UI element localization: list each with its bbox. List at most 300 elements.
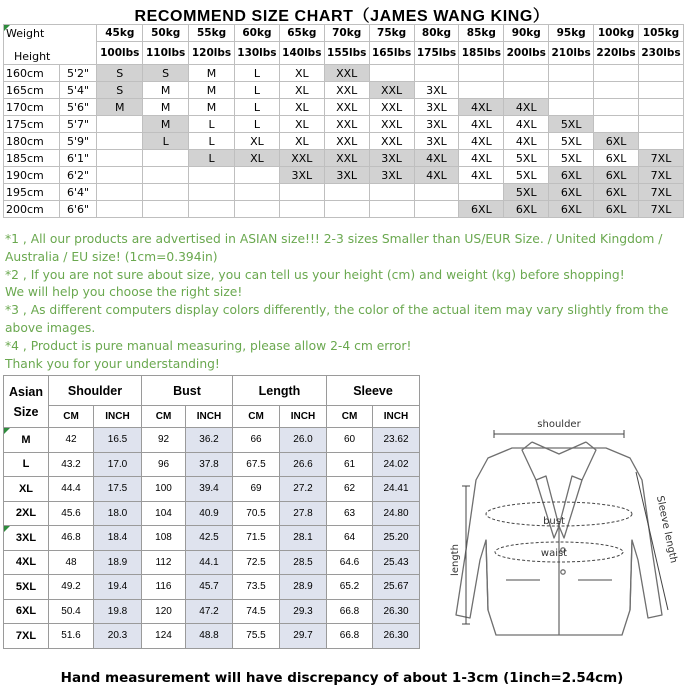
weight-lbs-header: 175lbs: [414, 42, 459, 65]
size-cell: [234, 201, 279, 218]
cm-value-cell: 72.5: [233, 550, 280, 575]
inch-value-cell: 37.8: [186, 452, 233, 477]
height-cm-cell: 180cm: [4, 133, 60, 150]
inch-value-cell: 36.2: [186, 428, 233, 453]
weight-kg-header: 45kg: [97, 25, 143, 42]
size-row: [4, 99, 684, 116]
size-cell: 3XL: [414, 99, 459, 116]
size-cell: [97, 133, 143, 150]
size-cell: 6XL: [549, 167, 594, 184]
inch-value-cell: 25.43: [373, 550, 420, 575]
size-cell: 4XL: [504, 133, 549, 150]
inch-value-cell: 27.8: [280, 501, 327, 526]
inch-value-cell: 25.67: [373, 575, 420, 600]
size-cell: [414, 184, 459, 201]
size-cell: [189, 167, 235, 184]
size-cell: 4XL: [459, 150, 504, 167]
inch-value-cell: 25.20: [373, 526, 420, 551]
size-cell: [594, 65, 639, 82]
height-cm-cell: 170cm: [4, 99, 60, 116]
cm-value-cell: 104: [142, 501, 186, 526]
height-cm-cell: 185cm: [4, 150, 60, 167]
size-notes: [5, 231, 681, 373]
weight-lbs-header: 200lbs: [504, 42, 549, 65]
cm-value-cell: 64: [327, 526, 373, 551]
inch-value-cell: 26.6: [280, 452, 327, 477]
cm-value-cell: 64.6: [327, 550, 373, 575]
size-cell: [638, 65, 683, 82]
cm-value-cell: 116: [142, 575, 186, 600]
height-cm-cell: 160cm: [4, 65, 60, 82]
size-cell: XL: [279, 65, 324, 82]
cm-value-cell: 100: [142, 477, 186, 502]
inch-value-cell: 48.8: [186, 624, 233, 649]
unit-header: INCH: [94, 406, 142, 428]
size-row: [4, 201, 684, 218]
size-cell: [504, 82, 549, 99]
size-cell: 5XL: [549, 150, 594, 167]
inch-value-cell: 26.30: [373, 599, 420, 624]
cm-value-cell: 50.4: [49, 599, 94, 624]
size-label: 4XL: [15, 556, 37, 569]
size-cell: 6XL: [594, 133, 639, 150]
size-cell: 4XL: [459, 99, 504, 116]
note-2: *2 , If you are not sure about size, you can tell us your height (cm) and weight (kg) before shopping!: [5, 267, 625, 282]
size-label-cell: [4, 477, 49, 502]
size-label-cell: [4, 452, 49, 477]
size-cell: 7XL: [638, 184, 683, 201]
size-cell: [549, 65, 594, 82]
cm-value-cell: 120: [142, 599, 186, 624]
inch-value-cell: 17.5: [94, 477, 142, 502]
inch-value-cell: 29.7: [280, 624, 327, 649]
size-row: [4, 133, 684, 150]
cm-value-cell: 66.8: [327, 599, 373, 624]
weight-lbs-header: 165lbs: [369, 42, 414, 65]
size-cell: M: [97, 99, 143, 116]
height-ft-cell: 6'6": [59, 201, 97, 218]
note-4: *4 , Product is pure manual measuring, please allow 2-4 cm error!: [5, 338, 412, 353]
size-cell: XXL: [324, 99, 369, 116]
size-cell: XXL: [324, 150, 369, 167]
cm-value-cell: 70.5: [233, 501, 280, 526]
size-row: [4, 150, 684, 167]
inch-value-cell: 19.4: [94, 575, 142, 600]
size-cell: XL: [279, 82, 324, 99]
weight-lbs-header: 155lbs: [324, 42, 369, 65]
note-2-continued: We will help you choose the right size!: [5, 285, 243, 300]
inch-value-cell: 18.0: [94, 501, 142, 526]
size-cell: M: [189, 99, 235, 116]
size-cell: XL: [279, 116, 324, 133]
height-ft-cell: 5'6": [59, 99, 97, 116]
inch-value-cell: 40.9: [186, 501, 233, 526]
inch-value-cell: 26.30: [373, 624, 420, 649]
size-label-cell: [4, 428, 49, 453]
size-cell: 3XL: [324, 167, 369, 184]
inch-value-cell: 20.3: [94, 624, 142, 649]
weight-lbs-header: 220lbs: [594, 42, 639, 65]
cm-value-cell: 112: [142, 550, 186, 575]
size-cell: [97, 116, 143, 133]
unit-header: INCH: [280, 406, 327, 428]
weight-kg-header: 80kg: [414, 25, 459, 42]
size-cell: S: [97, 65, 143, 82]
size-cell: [638, 82, 683, 99]
size-cell: [594, 99, 639, 116]
cm-value-cell: 43.2: [49, 452, 94, 477]
height-cm-cell: 165cm: [4, 82, 60, 99]
size-cell: [97, 150, 143, 167]
jacket-measurement-diagram: [436, 410, 682, 650]
size-cell: 4XL: [414, 167, 459, 184]
measurement-row: [4, 575, 420, 600]
size-cell: [279, 201, 324, 218]
size-cell: S: [143, 65, 189, 82]
size-cell: 4XL: [504, 99, 549, 116]
corner-marker-icon: [4, 428, 10, 434]
size-cell: [189, 201, 235, 218]
size-label: L: [22, 458, 30, 471]
size-cell: XXL: [369, 82, 414, 99]
weight-kg-header: 75kg: [369, 25, 414, 42]
measure-group-header: Sleeve: [327, 376, 420, 406]
weight-kg-header: 55kg: [189, 25, 235, 42]
weight-kg-header: 90kg: [504, 25, 549, 42]
waist-label: waist: [540, 548, 568, 559]
size-cell: [143, 201, 189, 218]
size-cell: 4XL: [504, 116, 549, 133]
height-ft-cell: 5'9": [59, 133, 97, 150]
inch-value-cell: 42.5: [186, 526, 233, 551]
cm-value-cell: 124: [142, 624, 186, 649]
unit-header: INCH: [373, 406, 420, 428]
size-cell: 3XL: [369, 150, 414, 167]
size-cell: [549, 82, 594, 99]
size-cell: [189, 184, 235, 201]
size-cell: 3XL: [414, 82, 459, 99]
size-cell: L: [143, 133, 189, 150]
size-cell: [638, 133, 683, 150]
weight-axis-label: Weight: [6, 27, 45, 40]
weight-kg-header: 50kg: [143, 25, 189, 42]
inch-value-cell: 18.4: [94, 526, 142, 551]
weight-kg-header: 95kg: [549, 25, 594, 42]
size-cell: [638, 99, 683, 116]
size-cell: XXL: [324, 133, 369, 150]
size-label-cell: [4, 575, 49, 600]
measurement-row: [4, 428, 420, 453]
weight-kg-header: 85kg: [459, 25, 504, 42]
measurement-row: [4, 599, 420, 624]
size-cell: XL: [279, 99, 324, 116]
height-ft-cell: 6'4": [59, 184, 97, 201]
shoulder-label: shoulder: [537, 419, 581, 430]
weight-lbs-header: 100lbs: [97, 42, 143, 65]
measurement-row: [4, 452, 420, 477]
cm-value-cell: 108: [142, 526, 186, 551]
cm-value-cell: 73.5: [233, 575, 280, 600]
bust-label: bust: [543, 516, 565, 527]
measure-group-header: Bust: [142, 376, 233, 406]
inch-value-cell: 27.2: [280, 477, 327, 502]
size-cell: XL: [234, 150, 279, 167]
unit-header: CM: [49, 406, 94, 428]
measurement-row: [4, 501, 420, 526]
weight-lbs-header: 120lbs: [189, 42, 235, 65]
size-cell: 7XL: [638, 150, 683, 167]
cm-value-cell: 45.6: [49, 501, 94, 526]
footer-note: Hand measurement will have discrepancy of about 1-3cm (1inch=2.54cm): [60, 670, 624, 686]
height-ft-cell: 5'2": [59, 65, 97, 82]
inch-value-cell: 28.1: [280, 526, 327, 551]
size-cell: 5XL: [504, 167, 549, 184]
size-cell: 3XL: [414, 116, 459, 133]
size-cell: 6XL: [549, 201, 594, 218]
cm-value-cell: 61: [327, 452, 373, 477]
size-row: [4, 167, 684, 184]
size-cell: M: [189, 65, 235, 82]
size-cell: M: [143, 99, 189, 116]
size-cell: M: [189, 82, 235, 99]
weight-kg-header: 60kg: [234, 25, 279, 42]
size-cell: L: [234, 116, 279, 133]
size-cell: XXL: [369, 99, 414, 116]
inch-value-cell: 45.7: [186, 575, 233, 600]
inch-value-cell: 29.3: [280, 599, 327, 624]
size-label-cell: [4, 624, 49, 649]
height-cm-cell: 190cm: [4, 167, 60, 184]
size-cell: 6XL: [504, 201, 549, 218]
cm-value-cell: 67.5: [233, 452, 280, 477]
size-recommendation-table: [3, 24, 684, 218]
size-cell: XXL: [324, 82, 369, 99]
size-cell: [97, 201, 143, 218]
size-label: 2XL: [15, 507, 37, 520]
cm-value-cell: 63: [327, 501, 373, 526]
size-cell: [324, 201, 369, 218]
weight-kg-header: 70kg: [324, 25, 369, 42]
size-label-cell: [4, 526, 49, 551]
size-label-cell: [4, 550, 49, 575]
cm-value-cell: 75.5: [233, 624, 280, 649]
size-cell: L: [234, 82, 279, 99]
size-label: 5XL: [15, 580, 37, 593]
inch-value-cell: 26.0: [280, 428, 327, 453]
inch-value-cell: 44.1: [186, 550, 233, 575]
unit-header: CM: [233, 406, 280, 428]
page-title: RECOMMEND SIZE CHART（JAMES WANG KING）: [134, 8, 550, 25]
size-label: XL: [18, 482, 34, 495]
note-5: Thank you for your understanding!: [5, 356, 220, 371]
size-cell: [594, 82, 639, 99]
size-cell: [459, 82, 504, 99]
unit-header: INCH: [186, 406, 233, 428]
size-cell: [459, 65, 504, 82]
size-label-cell: [4, 501, 49, 526]
size-cell: [638, 116, 683, 133]
size-cell: L: [234, 99, 279, 116]
size-cell: [369, 201, 414, 218]
weight-lbs-header: 140lbs: [279, 42, 324, 65]
inch-value-cell: 47.2: [186, 599, 233, 624]
height-cm-cell: 200cm: [4, 201, 60, 218]
sleeve-label: Sleeve length: [653, 494, 679, 565]
weight-kg-header: 65kg: [279, 25, 324, 42]
size-cell: 5XL: [504, 184, 549, 201]
size-cell: [504, 65, 549, 82]
inch-value-cell: 23.62: [373, 428, 420, 453]
size-cell: M: [143, 116, 189, 133]
height-ft-cell: 5'4": [59, 82, 97, 99]
height-ft-cell: 6'2": [59, 167, 97, 184]
size-cell: 6XL: [594, 167, 639, 184]
measurement-table: [3, 375, 420, 649]
cm-value-cell: 62: [327, 477, 373, 502]
unit-header: CM: [327, 406, 373, 428]
size-cell: [279, 184, 324, 201]
size-cell: 6XL: [594, 184, 639, 201]
size-cell: XL: [279, 133, 324, 150]
weight-height-corner: [4, 25, 97, 65]
measure-group-header: Length: [233, 376, 327, 406]
weight-lbs-header: 230lbs: [638, 42, 683, 65]
cm-value-cell: 71.5: [233, 526, 280, 551]
size-cell: L: [189, 116, 235, 133]
size-cell: 5XL: [549, 133, 594, 150]
weight-lbs-header: 210lbs: [549, 42, 594, 65]
cm-value-cell: 60: [327, 428, 373, 453]
inch-value-cell: 28.5: [280, 550, 327, 575]
size-cell: S: [97, 82, 143, 99]
size-cell: [143, 167, 189, 184]
weight-lbs-header: 130lbs: [234, 42, 279, 65]
size-cell: 5XL: [549, 116, 594, 133]
corner-marker-icon: [4, 526, 10, 532]
size-cell: 6XL: [594, 201, 639, 218]
size-cell: 5XL: [504, 150, 549, 167]
inch-value-cell: 24.80: [373, 501, 420, 526]
height-cm-cell: 195cm: [4, 184, 60, 201]
cm-value-cell: 65.2: [327, 575, 373, 600]
inch-value-cell: 28.9: [280, 575, 327, 600]
cm-value-cell: 49.2: [49, 575, 94, 600]
cm-value-cell: 66.8: [327, 624, 373, 649]
cm-value-cell: 74.5: [233, 599, 280, 624]
size-cell: 6XL: [459, 201, 504, 218]
inch-value-cell: 16.5: [94, 428, 142, 453]
measurement-row: [4, 526, 420, 551]
size-row: [4, 65, 684, 82]
size-cell: L: [189, 133, 235, 150]
size-cell: M: [143, 82, 189, 99]
size-cell: [97, 167, 143, 184]
size-cell: [459, 184, 504, 201]
cm-value-cell: 44.4: [49, 477, 94, 502]
height-cm-cell: 175cm: [4, 116, 60, 133]
size-label-cell: [4, 599, 49, 624]
size-cell: [234, 167, 279, 184]
size-cell: [97, 184, 143, 201]
size-cell: XL: [234, 133, 279, 150]
inch-value-cell: 24.02: [373, 452, 420, 477]
measurement-row: [4, 624, 420, 649]
size-cell: L: [189, 150, 235, 167]
size-cell: [369, 184, 414, 201]
size-cell: L: [234, 65, 279, 82]
size-cell: [414, 65, 459, 82]
size-row: [4, 116, 684, 133]
sleeve-measure-line: [636, 472, 668, 610]
measurement-row: [4, 550, 420, 575]
measurement-row: [4, 477, 420, 502]
inch-value-cell: 24.41: [373, 477, 420, 502]
size-cell: [143, 150, 189, 167]
size-cell: 3XL: [279, 167, 324, 184]
size-cell: 6XL: [549, 184, 594, 201]
asian-size-header: Asian Size: [4, 376, 49, 428]
weight-lbs-header: 110lbs: [143, 42, 189, 65]
size-cell: XXL: [324, 65, 369, 82]
note-1: *1 , All our products are advertised in ASIAN size!!! 2-3 sizes Smaller than US/EUR Size. / United Kingdom / Australia / EU size! (1cm=0.394in): [5, 232, 663, 264]
size-cell: [234, 184, 279, 201]
size-cell: 6XL: [594, 150, 639, 167]
inch-value-cell: 19.8: [94, 599, 142, 624]
height-ft-cell: 6'1": [59, 150, 97, 167]
cm-value-cell: 69: [233, 477, 280, 502]
cm-value-cell: 48: [49, 550, 94, 575]
size-cell: 4XL: [459, 167, 504, 184]
size-cell: [414, 201, 459, 218]
inch-value-cell: 17.0: [94, 452, 142, 477]
measure-group-header: Shoulder: [49, 376, 142, 406]
size-cell: [549, 99, 594, 116]
size-label: M: [21, 433, 31, 446]
length-label: length: [450, 544, 461, 576]
cm-value-cell: 96: [142, 452, 186, 477]
size-cell: XXL: [279, 150, 324, 167]
cm-value-cell: 92: [142, 428, 186, 453]
size-label: 3XL: [15, 531, 37, 544]
weight-lbs-header: 185lbs: [459, 42, 504, 65]
weight-kg-header: 100kg: [594, 25, 639, 42]
cm-value-cell: 46.8: [49, 526, 94, 551]
size-cell: 3XL: [369, 167, 414, 184]
size-cell: XXL: [369, 133, 414, 150]
height-axis-label: Height: [14, 50, 51, 63]
size-label: 6XL: [15, 605, 37, 618]
cm-value-cell: 51.6: [49, 624, 94, 649]
size-cell: [143, 184, 189, 201]
cm-value-cell: 66: [233, 428, 280, 453]
size-cell: 4XL: [459, 116, 504, 133]
size-cell: 3XL: [414, 133, 459, 150]
inch-value-cell: 39.4: [186, 477, 233, 502]
size-row: [4, 184, 684, 201]
size-cell: 4XL: [414, 150, 459, 167]
size-cell: XXL: [369, 116, 414, 133]
height-ft-cell: 5'7": [59, 116, 97, 133]
size-row: [4, 82, 684, 99]
size-cell: 7XL: [638, 201, 683, 218]
weight-kg-header: 105kg: [638, 25, 683, 42]
size-cell: XXL: [324, 116, 369, 133]
note-3: *3 , As different computers display colors differently, the color of the actual item may vary slightly from the above images.: [5, 303, 669, 335]
size-cell: 7XL: [638, 167, 683, 184]
cm-value-cell: 42: [49, 428, 94, 453]
inch-value-cell: 18.9: [94, 550, 142, 575]
size-label: 7XL: [15, 629, 37, 642]
